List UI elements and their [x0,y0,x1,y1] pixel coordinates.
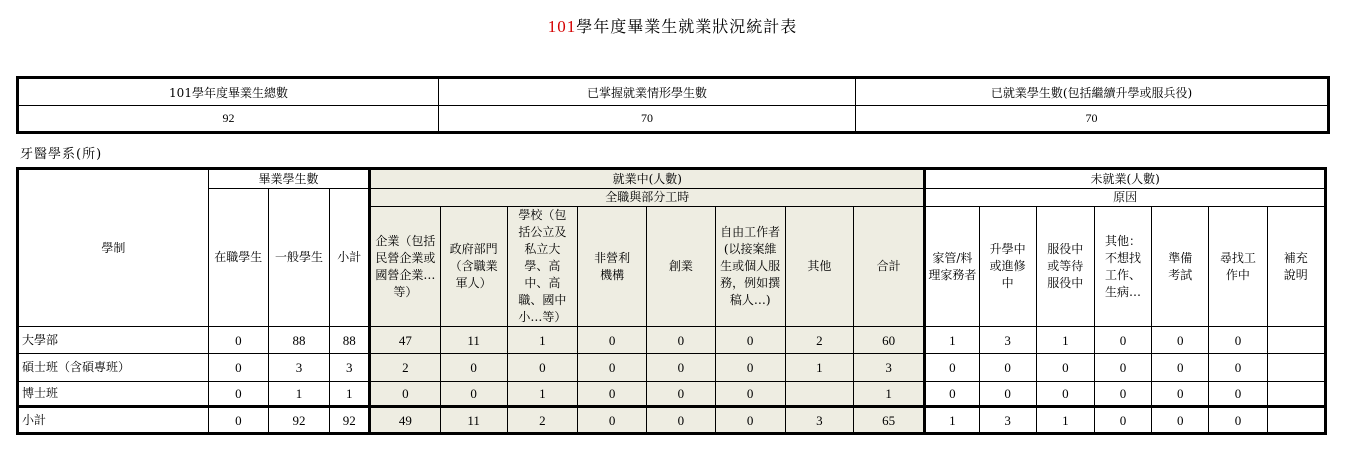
cell-military: 0 [1036,382,1094,407]
header-employed: 就業中(人數) [370,169,925,189]
cell-other: 1 [785,354,853,382]
header-further-study-text: 升學中或進修中 [989,242,1026,290]
header-housekeeping [925,207,979,327]
cell-further-study: 3 [979,407,1036,434]
cell-other: 3 [785,407,853,434]
cell-exam-prep: 0 [1152,354,1209,382]
cell-freelance: 0 [715,354,785,382]
row-label: 碩士班（含碩專班） [18,354,209,382]
header-other-unemployed [1094,207,1151,327]
header-enterprise-text: 企業（包括民營企業或國營企業…等） [375,233,436,299]
cell-notes [1267,382,1325,407]
cell-job-seeking: 0 [1209,407,1267,434]
header-school-text: 學校（包括公立及私立大學、高中、高職、國中小…等） [518,208,567,324]
header-unemployed: 未就業(人數) [925,169,1326,189]
cell-school: 2 [507,407,577,434]
cell-other [785,382,853,407]
table-row [18,382,1326,407]
cell-other: 2 [785,327,853,354]
header-housekeeping-text: 家管/料理家務者 [928,250,977,282]
header-subtotal: 小計 [330,189,370,327]
cell-housekeeping: 1 [925,327,979,354]
table-row [18,327,1326,354]
row-label: 大學部 [18,327,209,354]
cell-school: 1 [507,382,577,407]
cell-freelance: 0 [715,407,785,434]
header-graduates: 畢業學生數 [208,169,370,189]
cell-startup: 0 [647,327,715,354]
row-label: 博士班 [18,382,209,407]
cell-further-study: 0 [979,382,1036,407]
cell-total: 3 [854,354,925,382]
header-other-unemployed-text: 其他：不想找工作、生病… [1105,233,1142,299]
cell-total: 60 [854,327,925,354]
cell-notes [1267,407,1325,434]
summary-value-total: 92 [18,106,439,133]
header-program: 學制 [18,169,209,327]
cell-nonprofit: 0 [578,327,647,354]
header-notes-text: 補充說明 [1283,250,1308,282]
cell-further-study: 3 [979,327,1036,354]
cell-government: 11 [440,407,507,434]
cell-enterprise: 0 [370,382,440,407]
cell-subtotal: 1 [330,382,370,407]
header-in-service: 在職學生 [208,189,268,327]
cell-startup: 0 [647,354,715,382]
cell-in-service: 0 [208,382,268,407]
title-text: 學年度畢業生就業狀況統計表 [576,17,798,36]
header-nonprofit [578,207,647,327]
cell-housekeeping: 0 [925,382,979,407]
header-enterprise [370,207,440,327]
cell-subtotal: 88 [330,327,370,354]
header-military [1036,207,1094,327]
employment-table [16,167,1327,435]
header-further-study [979,207,1036,327]
header-school [507,207,577,327]
cell-government: 0 [440,382,507,407]
page-title [0,14,1345,37]
cell-government: 11 [440,327,507,354]
cell-housekeeping: 0 [925,354,979,382]
header-job-seeking [1209,207,1267,327]
summary-value-employed: 70 [856,106,1329,133]
cell-nonprofit: 0 [578,382,647,407]
cell-further-study: 0 [979,354,1036,382]
cell-startup: 0 [647,382,715,407]
cell-startup: 0 [647,407,715,434]
header-reason: 原因 [925,189,1326,207]
cell-subtotal: 92 [330,407,370,434]
cell-subtotal: 3 [330,354,370,382]
cell-enterprise: 49 [370,407,440,434]
summary-value-tracked: 70 [439,106,856,133]
summary-header-total: 101學年度畢業生總數 [18,78,439,106]
cell-nonprofit: 0 [578,407,647,434]
header-general: 一般學生 [268,189,329,327]
header-freelance [715,207,785,327]
header-startup: 創業 [647,207,715,327]
cell-notes [1267,354,1325,382]
cell-total: 65 [854,407,925,434]
summary-header-employed: 已就業學生數(包括繼續升學或服兵役) [856,78,1329,106]
cell-job-seeking: 0 [1209,354,1267,382]
header-government-text: 政府部門（含職業軍人） [449,242,498,290]
cell-military: 1 [1036,407,1094,434]
header-job-seeking-text: 尋找工作中 [1219,250,1256,282]
cell-total: 1 [854,382,925,407]
cell-in-service: 0 [208,354,268,382]
cell-exam-prep: 0 [1152,407,1209,434]
summary-table [16,76,1330,134]
cell-exam-prep: 0 [1152,327,1209,354]
cell-enterprise: 2 [370,354,440,382]
cell-general: 1 [268,382,329,407]
cell-nonprofit: 0 [578,354,647,382]
cell-housekeeping: 1 [925,407,979,434]
header-fulltime-part: 全職與部分工時 [370,189,925,207]
header-government [440,207,507,327]
header-other: 其他 [785,207,853,327]
cell-school: 1 [507,327,577,354]
cell-in-service: 0 [208,407,268,434]
cell-enterprise: 47 [370,327,440,354]
cell-other-unemployed: 0 [1094,354,1151,382]
cell-other-unemployed: 0 [1094,382,1151,407]
header-exam-prep-text: 準備考試 [1168,250,1193,282]
cell-school: 0 [507,354,577,382]
cell-notes [1267,327,1325,354]
row-label: 小計 [18,407,209,434]
cell-job-seeking: 0 [1209,382,1267,407]
summary-header-tracked: 已掌握就業情形學生數 [439,78,856,106]
cell-freelance: 0 [715,327,785,354]
cell-general: 3 [268,354,329,382]
cell-government: 0 [440,354,507,382]
cell-military: 0 [1036,354,1094,382]
header-total: 合計 [854,207,925,327]
table-row [18,354,1326,382]
cell-freelance: 0 [715,382,785,407]
cell-general: 92 [268,407,329,434]
cell-in-service: 0 [208,327,268,354]
cell-military: 1 [1036,327,1094,354]
subtotal-row [18,407,1326,434]
header-notes [1267,207,1325,327]
cell-other-unemployed: 0 [1094,407,1151,434]
header-exam-prep [1152,207,1209,327]
department-title: 牙醫學系(所) [20,147,103,162]
header-nonprofit-text: 非營利機構 [594,250,631,282]
cell-other-unemployed: 0 [1094,327,1151,354]
cell-exam-prep: 0 [1152,382,1209,407]
header-military-text: 服役中或等待服役中 [1047,242,1084,290]
header-freelance-text: 自由工作者(以接案維生或個人服務，例如撰稿人…) [720,225,781,307]
cell-job-seeking: 0 [1209,327,1267,354]
title-year: 101 [547,17,577,36]
cell-general: 88 [268,327,329,354]
